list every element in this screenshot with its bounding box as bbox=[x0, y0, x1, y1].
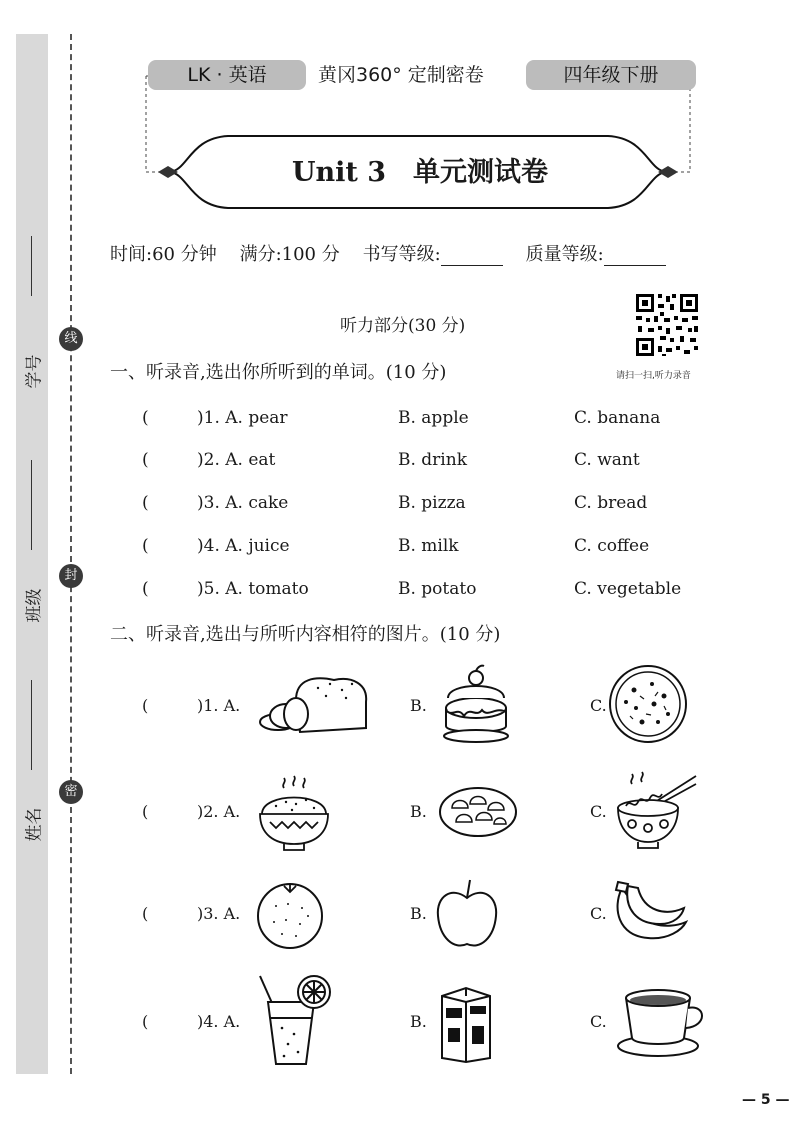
s1-question-2 bbox=[142, 450, 742, 474]
grade-pill: 四年级下册 bbox=[526, 60, 696, 90]
qr-code-icon[interactable] bbox=[634, 292, 700, 358]
answer-paren[interactable]: ( bbox=[142, 579, 149, 599]
subject-pill: LK · 英语 bbox=[148, 60, 306, 90]
option-a-label: )4. A. bbox=[197, 1012, 241, 1031]
name-label: 姓名 bbox=[24, 807, 45, 842]
answer-paren[interactable]: ( bbox=[142, 408, 149, 428]
answer-paren[interactable]: ( bbox=[142, 493, 149, 513]
option-b: B. pizza bbox=[398, 493, 466, 513]
binding-strip bbox=[16, 34, 48, 1074]
s1-question-1 bbox=[142, 408, 742, 432]
answer-paren[interactable]: ( bbox=[142, 696, 149, 715]
answer-paren[interactable]: ( bbox=[142, 536, 149, 556]
s1-question-5 bbox=[142, 579, 742, 603]
section1-heading: 一、听录音,选出你所听到的单词。(10 分) bbox=[110, 362, 447, 383]
time-limit: 时间:60 分钟 bbox=[110, 244, 217, 265]
option-b: B. apple bbox=[398, 408, 469, 428]
option-b: B. potato bbox=[398, 579, 477, 599]
cut-line bbox=[70, 34, 72, 1074]
answer-paren[interactable]: ( bbox=[142, 904, 149, 923]
quality-grade-label: 质量等级: bbox=[525, 244, 604, 265]
option-a: )2. A. eat bbox=[197, 450, 276, 470]
noodles-icon[interactable] bbox=[612, 770, 698, 854]
option-a: )5. A. tomato bbox=[197, 579, 309, 599]
option-b-label: B. bbox=[410, 802, 427, 821]
rice-bowl-icon[interactable] bbox=[256, 774, 332, 854]
option-a: )1. A. pear bbox=[197, 408, 288, 428]
quality-grade-blank[interactable] bbox=[604, 247, 666, 266]
class-label: 班级 bbox=[24, 588, 45, 623]
option-a-label: )2. A. bbox=[197, 802, 241, 821]
option-b-label: B. bbox=[410, 904, 427, 923]
dumplings-icon[interactable] bbox=[438, 784, 518, 840]
seal-line-mark: 线 bbox=[59, 327, 83, 351]
pizza-icon[interactable] bbox=[606, 662, 690, 746]
option-a: )3. A. cake bbox=[197, 493, 289, 513]
option-b: B. drink bbox=[398, 450, 467, 470]
page-number: — 5 — bbox=[742, 1092, 790, 1108]
answer-paren[interactable]: ( bbox=[142, 450, 149, 470]
orange-icon[interactable] bbox=[254, 878, 326, 950]
bread-icon[interactable] bbox=[256, 670, 372, 740]
page-title: Unit 3 单元测试卷 bbox=[291, 157, 549, 188]
class-blank[interactable] bbox=[31, 460, 32, 550]
option-a-label: )3. A. bbox=[197, 904, 241, 923]
juice-icon[interactable] bbox=[252, 972, 334, 1068]
apple-icon[interactable] bbox=[432, 876, 502, 952]
bananas-icon[interactable] bbox=[608, 878, 690, 948]
title-frame bbox=[118, 70, 718, 210]
s2-question-4 bbox=[142, 972, 742, 1062]
full-score: 满分:100 分 bbox=[239, 244, 340, 265]
listening-section-title: 听力部分(30 分) bbox=[340, 316, 466, 336]
option-c: C. want bbox=[574, 450, 640, 470]
option-c-label: C. bbox=[590, 696, 607, 715]
student-id-blank[interactable] bbox=[31, 236, 32, 296]
s2-question-3 bbox=[142, 870, 742, 960]
option-c: C. vegetable bbox=[574, 579, 682, 599]
s2-question-2 bbox=[142, 768, 742, 858]
s1-question-3 bbox=[142, 493, 742, 517]
cake-icon[interactable] bbox=[440, 664, 512, 744]
option-a: )4. A. juice bbox=[197, 536, 290, 556]
answer-paren[interactable]: ( bbox=[142, 802, 149, 821]
option-a-label: )1. A. bbox=[197, 696, 241, 715]
option-c: C. coffee bbox=[574, 536, 650, 556]
writing-grade-blank[interactable] bbox=[441, 247, 503, 266]
s2-question-1 bbox=[142, 660, 742, 750]
option-c: C. bread bbox=[574, 493, 648, 513]
s1-question-4 bbox=[142, 536, 742, 560]
option-b: B. milk bbox=[398, 536, 459, 556]
option-c: C. banana bbox=[574, 408, 661, 428]
option-b-label: B. bbox=[410, 696, 427, 715]
seal-secret-mark: 密 bbox=[59, 780, 83, 804]
milk-carton-icon[interactable] bbox=[436, 982, 496, 1064]
option-c-label: C. bbox=[590, 802, 607, 821]
coffee-cup-icon[interactable] bbox=[616, 986, 710, 1058]
option-b-label: B. bbox=[410, 1012, 427, 1031]
seal-seal-mark: 封 bbox=[59, 564, 83, 588]
qr-caption: 请扫一扫,听力录音 bbox=[616, 371, 691, 381]
info-line bbox=[110, 240, 666, 266]
header-brand: 黄冈360° 定制密卷 bbox=[318, 64, 484, 86]
student-id-label: 学号 bbox=[24, 354, 45, 389]
answer-paren[interactable]: ( bbox=[142, 1012, 149, 1031]
option-c-label: C. bbox=[590, 1012, 607, 1031]
section2-heading: 二、听录音,选出与所听内容相符的图片。(10 分) bbox=[110, 624, 501, 645]
option-c-label: C. bbox=[590, 904, 607, 923]
writing-grade-label: 书写等级: bbox=[362, 244, 441, 265]
name-blank[interactable] bbox=[31, 680, 32, 770]
